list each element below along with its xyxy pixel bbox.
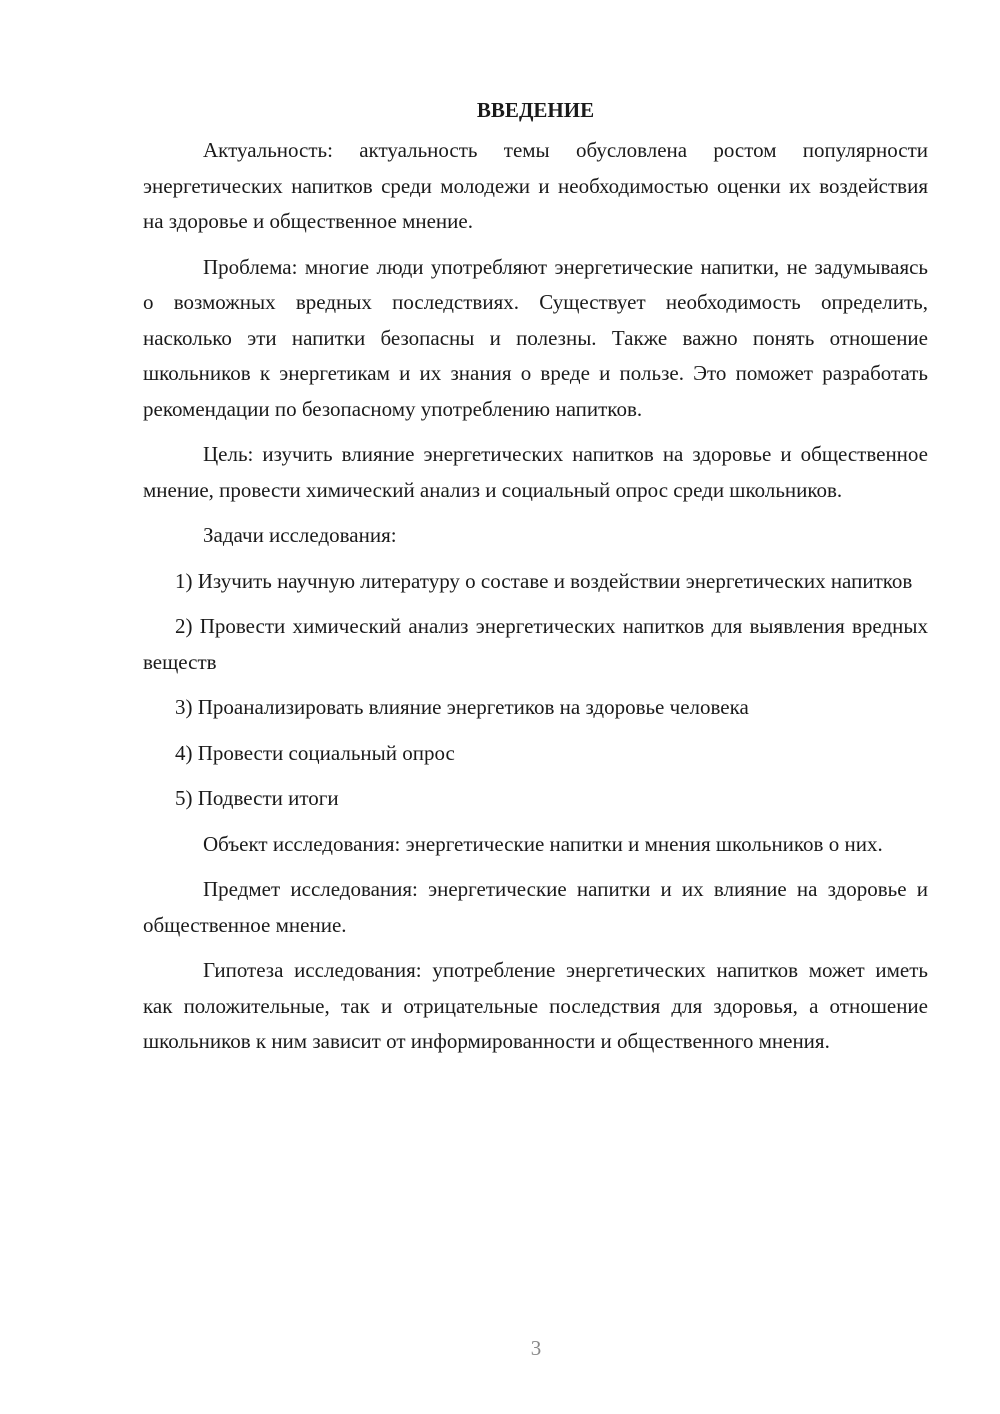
problem-paragraph: Проблема: многие люди употребляют энергетические напитки, не задумываясь о возможных вредных последствиях. Существует необходимость определить, насколько эти напитки безопасны и полезны. Также важно понять отношение школьников к энергетикам и их знания о вреде и пользе. Это поможет разработать рекомендации по безопасному употреблению напитков. — [143, 254, 928, 421]
page-number: 3 — [530, 1336, 542, 1360]
subject-paragraph: Предмет исследования: энергетические напитки и их влияние на здоровье и общественное мнение. — [143, 877, 928, 937]
hypothesis-paragraph: Гипотеза исследования: употребление энергетических напитков может иметь как положительные, так и отрицательные последствия для здоровья, а отношение школьников к ним зависит от информированности и общественного мнения. — [143, 958, 928, 1053]
document-page — [143, 93, 928, 1060]
goal-paragraph: Цель: изучить влияние энергетических напитков на здоровье и общественное мнение, провести химический анализ и социальный опрос среди школьников. — [143, 442, 928, 502]
task-item-1: 1) Изучить научную литературу о составе и воздействии энергетических напитков — [175, 568, 913, 593]
task-item-4: 4) Провести социальный опрос — [175, 740, 455, 765]
task-item-5: 5) Подвести итоги — [175, 786, 339, 810]
relevance-paragraph: Актуальность: актуальность темы обусловлена ростом популярности энергетических напитков среди молодежи и необходимостью оценки их воздействия на здоровье и общественное мнение. — [143, 138, 928, 233]
task-item-3: 3) Проанализировать влияние энергетиков на здоровье человека — [175, 695, 749, 719]
task-item-2: 2) Провести химический анализ энергетических напитков для выявления вредных веществ — [143, 614, 928, 674]
tasks-heading: Задачи исследования: — [203, 523, 397, 547]
object-paragraph: Объект исследования: энергетические напитки и мнения школьников о них. — [203, 831, 883, 856]
page-title: ВВЕДЕНИЕ — [476, 98, 595, 122]
